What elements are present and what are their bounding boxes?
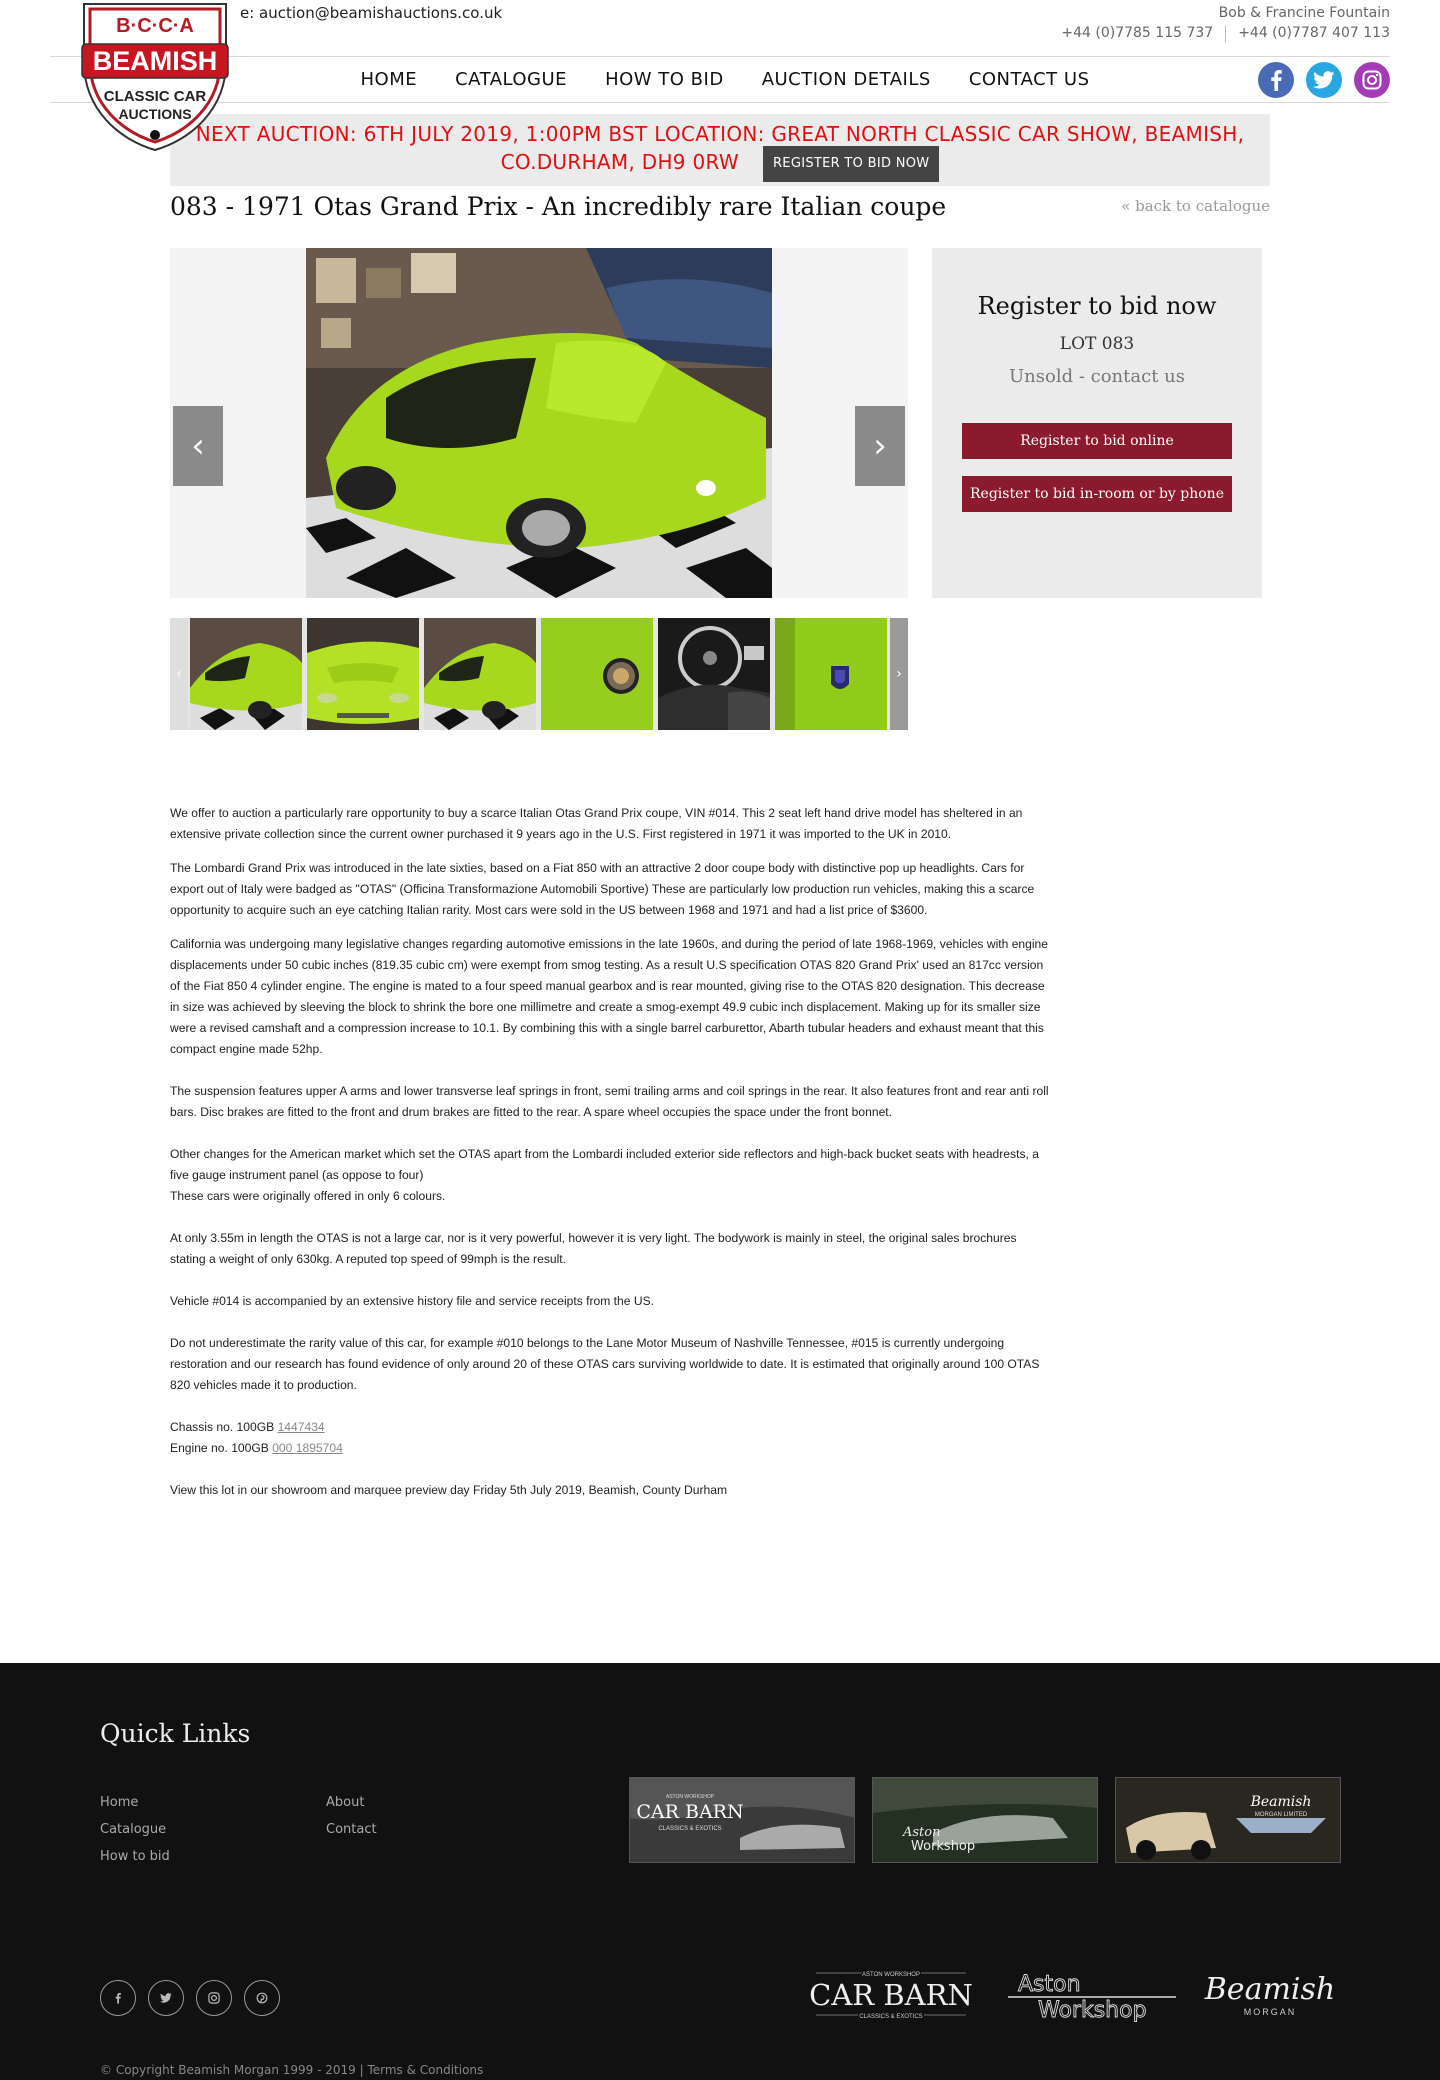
pinterest-icon[interactable] <box>244 1980 280 2016</box>
logo-big-text: Workshop <box>1038 1998 1147 2023</box>
desc-paragraph: The Lombardi Grand Prix was introduced in the late sixties, based on a Fiat 850 with an attractive 2 door coupe body with distinctive pop up headlights. Cars for export out of Italy were badged as "OTAS" (Officina Transformazione Automobili Sportive) These are particularly low production run vehicles, making this a scarce opportunity to acquire such an eye catching Italian rarity. Most cars were sold in the US between 1968 and 1971 and had a list price of $3600. <box>170 861 1035 917</box>
logo-small-text: ASTON WORKSHOP <box>862 1972 920 1978</box>
logo-big-text: CAR BARN <box>809 1978 973 2012</box>
header-email[interactable]: e: auction@beamishauctions.co.uk <box>240 4 503 22</box>
quick-links-title: Quick Links <box>100 1719 251 1748</box>
thumb-prev-button[interactable] <box>170 618 188 730</box>
promo-small-text: ASTON WORKSHOP <box>665 1794 715 1800</box>
desc-paragraph: Do not underestimate the rarity value of this car, for example #010 belongs to the Lane Motor Museum of Nashville Tennessee, #015 is currently undergoing restoration and our research has found evidence of only around 20 of these OTAS cars surviving worldwide to date. It is estimated that originally around 100 OTAS 820 vehicles made it to production. <box>170 1336 1040 1392</box>
logo-line-1: CLASSIC CAR <box>103 88 207 105</box>
phone-2[interactable]: +44 (0)7787 407 113 <box>1238 25 1390 41</box>
instagram-icon[interactable] <box>1354 62 1390 98</box>
phone-1[interactable]: +44 (0)7785 115 737 <box>1061 25 1214 41</box>
nav-contact-us[interactable]: CONTACT US <box>968 69 1090 90</box>
footer-logo-car-barn[interactable] <box>806 1963 976 2028</box>
engine-code-link[interactable]: 000 1895704 <box>272 1441 343 1455</box>
lot-title: 083 - 1971 Otas Grand Prix - An incredibly rare Italian coupe <box>170 192 947 221</box>
footer-link-how-to-bid[interactable]: How to bid <box>100 1849 170 1864</box>
main-car-photo[interactable] <box>306 248 772 598</box>
thumbnail-5[interactable] <box>658 618 770 730</box>
footer-link-about[interactable]: About <box>326 1795 365 1810</box>
engine-number <box>170 1438 1050 1459</box>
gallery-prev-button[interactable] <box>173 406 223 486</box>
engine-label: Engine no. 100GB <box>170 1441 273 1455</box>
chassis-code-link[interactable]: 1447434 <box>277 1420 325 1434</box>
chassis-number <box>170 1417 1050 1438</box>
footer-logo-beamish-morgan[interactable] <box>1198 1963 1348 2028</box>
thumbnail-6[interactable] <box>775 618 887 730</box>
banner-line-1: NEXT AUCTION: 6TH JULY 2019, 1:00PM BST LOCATION: GREAT NORTH CLASSIC CAR SHOW, BEAMISH, <box>195 122 1245 146</box>
register-phone-button[interactable]: Register to bid in-room or by phone <box>962 476 1232 512</box>
desc-paragraph: California was undergoing many legislative changes regarding automotive emissions in the late 1960s, and during the period of late 1968-1969, vehicles with engine displacements under 50 cubic inches (819.35 cubic cm) were exempt from smog testing. As a result U.S specification OTAS 820 Grand Prix' used an 817cc version of the Fiat 850 4 cylinder engine. The engine is mated to a four speed manual gearbox and is rear mounted, giving rise to the OTAS 820 designation. This decrease in size was achieved by sleeving the block to shrink the bore one millimetre and create a smog-exempt 49.9 cubic inch displacement. Making up for its smaller size were a revised camshaft and a compression increase to 10.1. By combining this with a single barrel carburettor, Abarth tubular headers and exhaust meant that this compact engine made 52hp. <box>170 937 1049 1056</box>
header-contact-names: Bob & Francine Fountain <box>1218 5 1390 21</box>
register-online-button[interactable]: Register to bid online <box>962 423 1232 459</box>
desc-paragraph: The suspension features upper A arms and lower transverse leaf springs in front, semi trailing arms and coil springs in the rear. It also features front and rear anti roll bars. Disc brakes are fitted to the front and drum brakes are fitted to the rear. A spare wheel occupies the space under the front bonnet. <box>170 1084 1049 1119</box>
site-footer <box>0 1663 1440 2080</box>
thumbnail-1[interactable] <box>190 618 302 730</box>
promo-sub-text: MORGAN LIMITED <box>1254 1812 1308 1818</box>
promo-big-text: CAR BARN <box>636 1801 744 1823</box>
gallery-next-button[interactable] <box>855 406 905 486</box>
photo-gallery <box>170 248 908 598</box>
desc-paragraph: At only 3.55m in length the OTAS is not a large car, nor is it very powerful, however it is very light. The bodywork is mainly in steel, the original sales brochures stating a weight of only 630kg. A reputed top speed of 99mph is the result. <box>170 1231 1017 1266</box>
lot-description <box>170 803 1050 1501</box>
promo-script-text: Beamish <box>1250 1794 1312 1810</box>
banner-line-2: CO.DURHAM, DH9 0RW <box>500 150 739 174</box>
promo-script-text: Aston <box>903 1825 941 1840</box>
promo-car-barn[interactable] <box>629 1777 855 1863</box>
lot-number: LOT 083 <box>1059 334 1135 354</box>
footer-socials <box>100 1980 280 2016</box>
header-phones <box>1061 25 1390 42</box>
quick-links-col-1 <box>100 1789 170 1870</box>
copyright-text: © Copyright Beamish Morgan 1999 - 2019 | Terms & Conditions <box>100 2063 484 2077</box>
thumbnail-strip <box>170 618 908 730</box>
thumbnail-3[interactable] <box>424 618 536 730</box>
nav-bottom-divider <box>50 102 1390 103</box>
register-title: Register to bid now <box>977 292 1217 320</box>
facebook-icon[interactable] <box>1258 62 1294 98</box>
nav-home[interactable]: HOME <box>360 69 418 90</box>
desc-paragraph: View this lot in our showroom and marquee preview day Friday 5th July 2019, Beamish, County Durham <box>170 1483 728 1497</box>
promo-sub-text: CLASSICS & EXOTICS <box>658 1826 722 1832</box>
twitter-icon[interactable] <box>1306 62 1342 98</box>
quick-links-col-2 <box>326 1789 377 1843</box>
register-panel <box>932 248 1262 598</box>
beamish-logo[interactable] <box>78 0 232 154</box>
footer-link-home[interactable]: Home <box>100 1795 139 1810</box>
promo-aston-workshop[interactable] <box>872 1777 1098 1863</box>
nav-top-divider <box>50 56 1390 57</box>
logo-script-text: Aston <box>1018 1972 1081 1997</box>
thumbnail-4[interactable] <box>541 618 653 730</box>
nav-auction-details[interactable]: AUCTION DETAILS <box>761 69 931 90</box>
desc-paragraph: We offer to auction a particularly rare opportunity to buy a scarce Italian Otas Grand Prix coupe, VIN #014. This 2 seat left hand drive model has sheltered in an extensive private collection since the current owner purchased it 9 years ago in the U.S. First registered in 1971 it was imported to the UK in 2010. <box>170 806 1023 841</box>
banner-line-2-wrap <box>170 146 1270 182</box>
twitter-icon[interactable] <box>148 1980 184 2016</box>
desc-paragraph: These cars were originally offered in only 6 colours. <box>170 1189 446 1203</box>
chevron-right-icon: › <box>873 426 887 466</box>
chevron-right-icon: › <box>896 666 902 682</box>
logo-brand: BEAMISH <box>92 46 218 76</box>
promo-beamish-morgan[interactable] <box>1115 1777 1341 1863</box>
desc-paragraph: Vehicle #014 is accompanied by an extensive history file and service receipts from the US. <box>170 1294 654 1308</box>
logo-script-text: Beamish <box>1204 1972 1336 2007</box>
logo-sub-text: MORGAN <box>1243 2007 1297 2017</box>
register-to-bid-now-button[interactable]: REGISTER TO BID NOW <box>763 146 939 182</box>
desc-paragraph: Other changes for the American market which set the OTAS apart from the Lombardi included exterior side reflectors and high-back bucket seats with headrests, a five gauge instrument panel (as oppose to four) <box>170 1147 1039 1182</box>
chassis-label: Chassis no. 100GB <box>170 1420 278 1434</box>
logo-line-2: AUCTIONS <box>118 106 192 122</box>
nav-how-to-bid[interactable]: HOW TO BID <box>605 69 724 90</box>
nav-catalogue[interactable]: CATALOGUE <box>455 69 568 90</box>
thumb-next-button[interactable] <box>890 618 908 730</box>
chevron-left-icon: ‹ <box>191 426 205 466</box>
back-to-catalogue-link[interactable]: « back to catalogue <box>1121 197 1270 215</box>
header-socials <box>1258 62 1390 98</box>
next-auction-banner <box>170 114 1270 186</box>
chevron-left-icon: ‹ <box>176 666 182 682</box>
instagram-icon[interactable] <box>196 1980 232 2016</box>
logo-sub-text: CLASSICS & EXOTICS <box>859 2014 923 2020</box>
phone-separator <box>1225 26 1226 42</box>
footer-link-contact[interactable]: Contact <box>326 1822 377 1837</box>
footer-logo-aston-workshop[interactable] <box>998 1963 1178 2028</box>
thumbnail-2[interactable] <box>307 618 419 730</box>
facebook-icon[interactable] <box>100 1980 136 2016</box>
footer-link-catalogue[interactable]: Catalogue <box>100 1822 167 1837</box>
promo-big-text: Workshop <box>911 1839 976 1854</box>
lot-status: Unsold - contact us <box>1009 366 1185 387</box>
logo-top-letters: B·C·C·A <box>116 15 194 37</box>
